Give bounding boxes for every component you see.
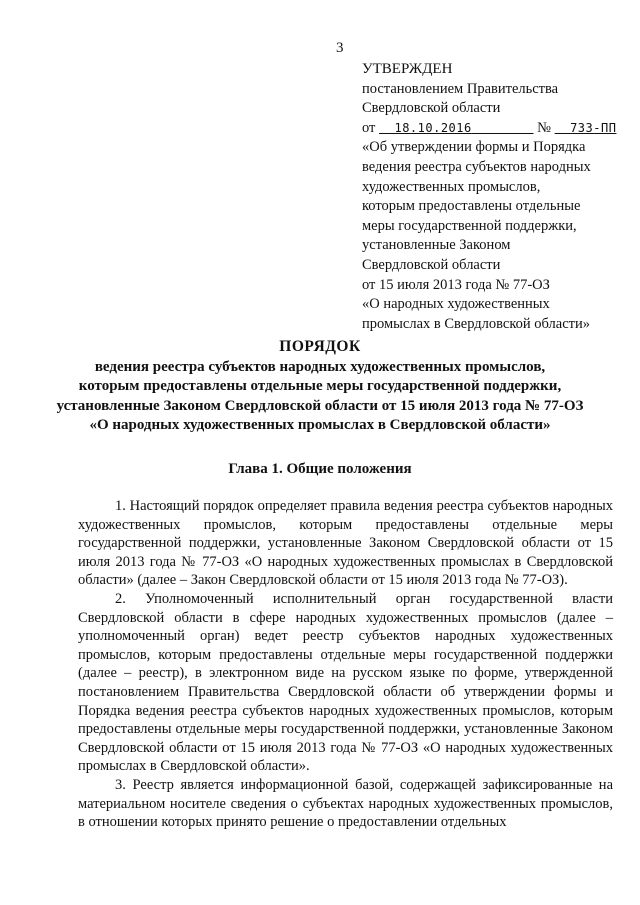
approval-title-line: меры государственной поддержки, — [362, 217, 577, 234]
paragraph: 1. Настоящий порядок определяет правила ведения реестра субъектов народных художественных промыслов, которым предоставлены отдельные меры государственной поддержки, установленные Законом Свердловской области от 15 июля 2013 года № 77-ОЗ «О народных художественных промыслах в Свердловской области» (далее – Закон Свердловской области от 15 июля 2013 года № 77-ОЗ). — [78, 498, 613, 589]
approval-date-line — [362, 119, 632, 139]
approval-line: постановлением Правительства — [362, 80, 559, 97]
approval-date: 18.10.2016 — [394, 120, 472, 135]
document-title — [50, 337, 590, 436]
approval-block — [362, 60, 632, 334]
document-title-line: «О народных художественных промыслах в Свердловской области» — [89, 417, 551, 433]
approval-title-line: художественных промыслов, — [362, 178, 541, 195]
page-number: 3 — [336, 40, 344, 56]
approval-title-line: установленные Законом — [362, 237, 511, 254]
approval-line: Свердловской области — [362, 100, 501, 117]
number-prefix: № — [537, 119, 551, 136]
approval-title-line: «Об утверждении формы и Порядка — [362, 139, 586, 156]
approval-number: 733-ПП — [570, 120, 617, 135]
approval-title-line: ведения реестра субъектов народных — [362, 158, 591, 175]
document-title-heading: ПОРЯДОК — [279, 338, 361, 355]
approval-title-line: которым предоставлены отдельные — [362, 198, 581, 215]
chapter-title: Глава 1. Общие положения — [228, 461, 412, 477]
document-title-line: которым предоставлены отдельные меры государственной поддержки, — [78, 378, 562, 394]
approval-title-line: от 15 июля 2013 года № 77-ОЗ — [362, 276, 550, 293]
approval-title-line: промыслах в Свердловской области» — [362, 315, 591, 332]
approval-title-line: Свердловской области — [362, 256, 501, 273]
document-title-line: установленные Законом Свердловской области от 15 июля 2013 года № 77-ОЗ — [56, 397, 584, 414]
approval-heading: УТВЕРЖДЕН — [362, 61, 453, 77]
body-text — [78, 497, 613, 832]
paragraph: 2. Уполномоченный исполнительный орган государственной власти Свердловской области в сфере народных художественных промыслов (далее – уполномоченный орган) ведет реестр субъектов народных художественных промыслов, которым предоставлены отдельные меры государственной поддержки (далее – реестр), в электронном виде на русском языке по форме, утвержденной постановлением Правительства Свердловской области об утверждении формы и Порядка ведения реестра субъектов народных художественных промыслов, которым предоставлены отдельные меры государственной поддержки, установленные Законом Свердловской области от 15 июля 2013 года № 77-ОЗ «О народных художественных промыслах в Свердловской области». — [78, 590, 613, 775]
document-title-line: ведения реестра субъектов народных художественных промыслов, — [94, 358, 546, 375]
approval-title-line: «О народных художественных — [362, 296, 550, 313]
paragraph: 3. Реестр является информационной базой, содержащей зафиксированные на материальном носителе сведения о субъектах народных художественных промыслов, в отношении которых принято решение о предоставлении отдельных — [78, 776, 613, 831]
date-prefix: от — [362, 119, 376, 136]
